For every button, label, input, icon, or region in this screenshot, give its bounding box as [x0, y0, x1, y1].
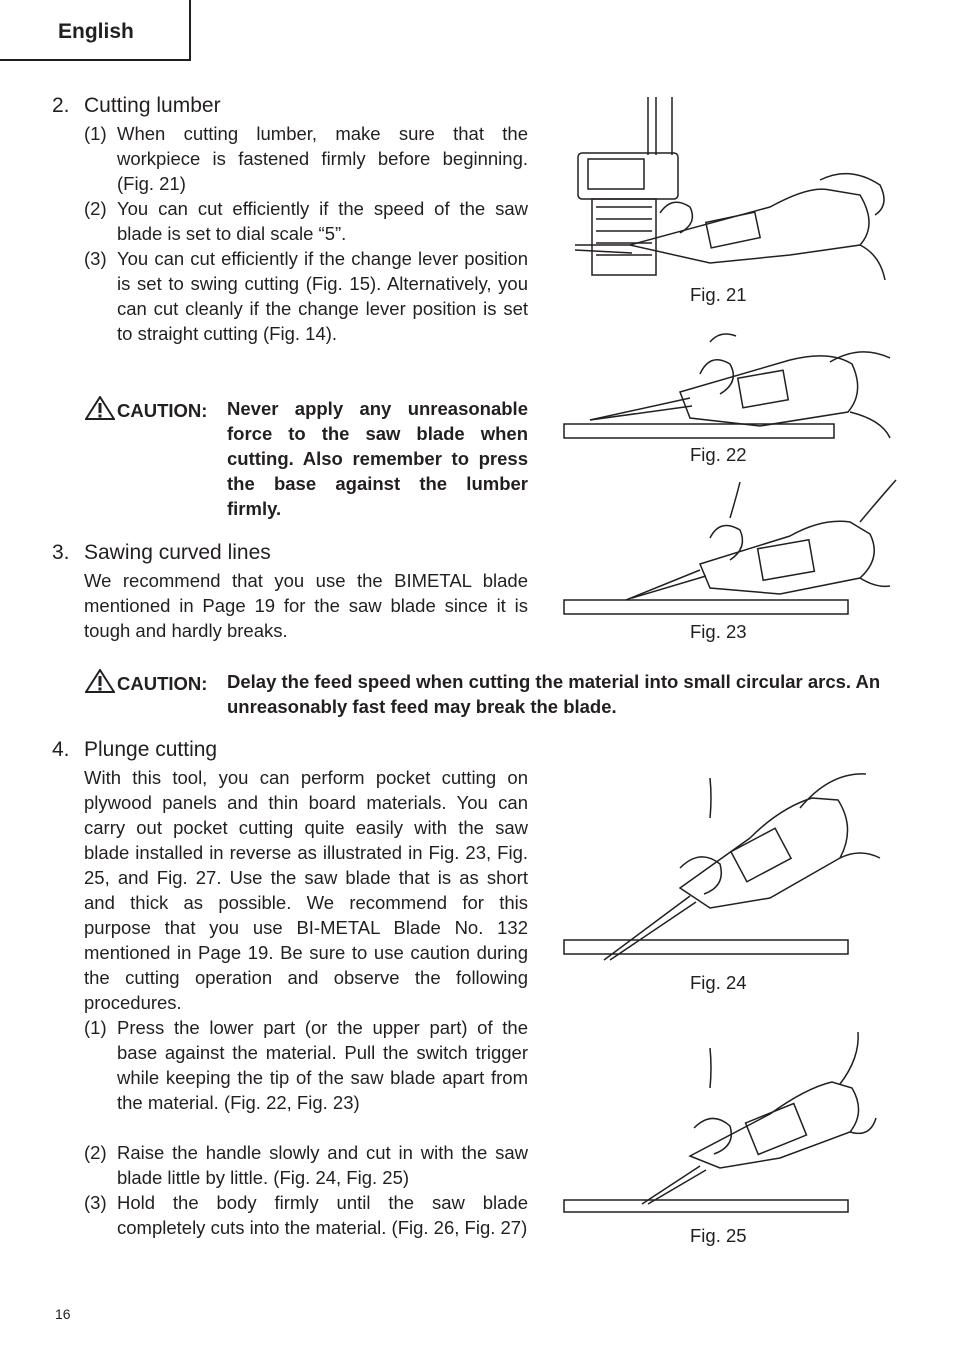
list-item	[84, 196, 528, 246]
figure-23-illustration	[560, 478, 900, 618]
section-title: Sawing curved lines	[84, 541, 271, 564]
list-item	[84, 1190, 528, 1240]
language-tab	[0, 0, 191, 61]
item-number: (3)	[84, 248, 107, 269]
list-item	[84, 121, 528, 196]
list-item	[84, 246, 528, 346]
item-text: You can cut efficiently if the change lever position is set to swing cutting (Fig. 15). Alternatively, you can cut cleanly if the change lever position is set to straight cutting (Fig. 14).	[117, 248, 528, 344]
item-text: When cutting lumber, make sure that the workpiece is fastened firmly before beginning. (Fig. 21)	[117, 123, 528, 194]
figure-25-illustration	[560, 1028, 900, 1218]
figure-22-illustration	[560, 322, 900, 442]
item-text: Press the lower part (or the upper part) of the base against the material. Pull the switch trigger while keeping the tip of the saw blade apart from the material. (Fig. 22, Fig. 23)	[117, 1017, 528, 1113]
caution-label: CAUTION:	[85, 396, 207, 423]
caution-text: Delay the feed speed when cutting the material into small circular arcs. An unreasonably fast feed may break the blade.	[227, 671, 881, 717]
page-number: 16	[55, 1306, 71, 1322]
caution-block	[85, 396, 528, 521]
paragraph: With this tool, you can perform pocket cutting on plywood panels and thin board materials. You can carry out pocket cutting quite easily with the saw blade installed in reverse as illustrated in Fig. 23, Fig. 25, and Fig. 27. Use the saw blade that is as short and thick as possible. We recommend for this purpose that you use BI-METAL Blade No. 132 mentioned in Page 19. Be sure to use caution during the cutting operation and observe the following procedures.	[84, 767, 528, 1013]
item-number: (2)	[84, 198, 107, 219]
figure-21-illustration	[560, 95, 900, 280]
item-number: (3)	[84, 1192, 107, 1213]
figure-caption: Fig. 24	[690, 972, 747, 993]
section-heading-sawing-curved	[52, 540, 271, 566]
section-number: 3.	[52, 541, 70, 564]
item-text: Hold the body firmly until the saw blade completely cuts into the material. (Fig. 26, Fig. 27)	[117, 1192, 528, 1238]
item-number: (1)	[84, 1017, 107, 1038]
item-number: (2)	[84, 1142, 107, 1163]
figure-caption: Fig. 23	[690, 621, 747, 642]
warning-triangle-icon	[85, 669, 115, 693]
paragraph: We recommend that you use the BIMETAL blade mentioned in Page 19 for the saw blade since it is tough and hardly breaks.	[84, 570, 528, 641]
caution-text: Never apply any unreasonable force to the saw blade when cutting. Also remember to press the base against the lumber firmly.	[227, 398, 528, 519]
section-number: 2.	[52, 94, 70, 117]
figure-caption: Fig. 22	[690, 444, 747, 465]
list-item	[84, 1015, 528, 1115]
warning-triangle-icon	[85, 396, 115, 420]
section-heading-plunge-cutting	[52, 737, 217, 763]
section-title: Plunge cutting	[84, 738, 218, 761]
section-heading-cutting-lumber	[52, 93, 221, 119]
figure-24-illustration	[560, 768, 900, 968]
figure-caption: Fig. 25	[690, 1225, 747, 1246]
item-text: You can cut efficiently if the speed of the saw blade is set to dial scale “5”.	[117, 198, 528, 244]
section-title: Cutting lumber	[84, 94, 221, 117]
caution-label: CAUTION:	[85, 669, 207, 696]
list-item	[84, 1140, 528, 1190]
item-number: (1)	[84, 123, 107, 144]
item-text: Raise the handle slowly and cut in with the saw blade little by little. (Fig. 24, Fig. 25)	[117, 1142, 528, 1188]
caution-block	[85, 669, 925, 719]
language-label: English	[58, 20, 134, 43]
figure-caption: Fig. 21	[690, 284, 747, 305]
section-number: 4.	[52, 738, 70, 761]
